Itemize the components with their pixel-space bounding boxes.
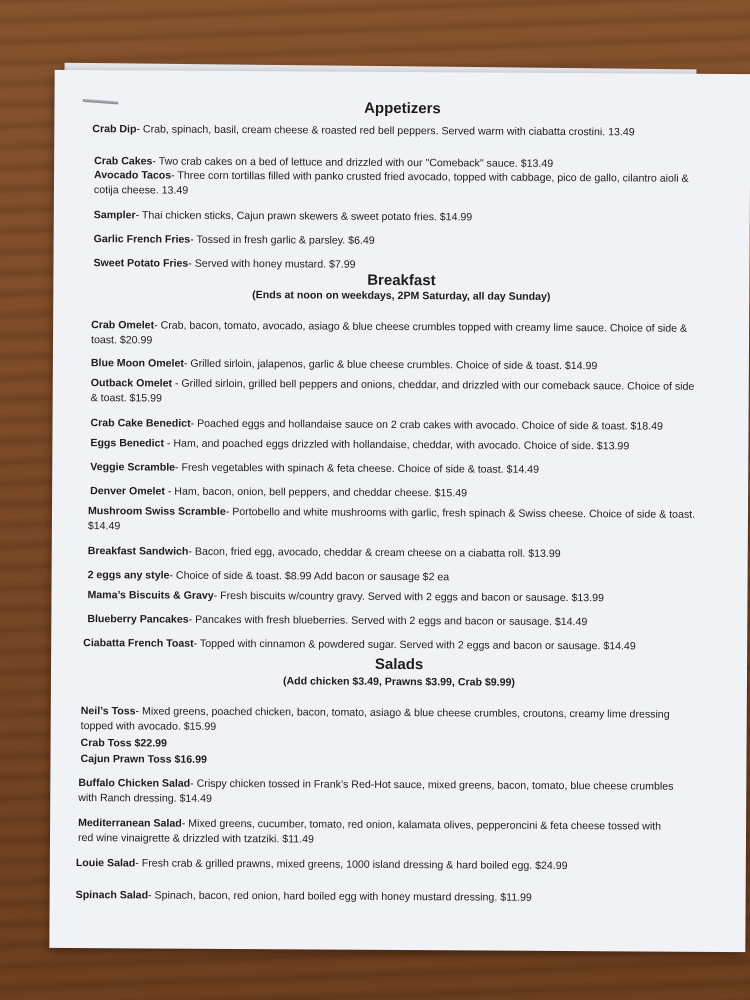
item-description: - Crab, bacon, tomato, avocado, asiago & blue cheese crumbles topped with creamy lime sauce. Choice of side & — [154, 319, 688, 335]
item-description: - Spinach, bacon, red onion, hard boiled egg with honey mustard dressing. $11.99 — [148, 889, 532, 904]
item-name: Neil’s Toss — [80, 705, 136, 718]
menu-item-breakfast — [91, 318, 687, 337]
item-description-cont: toast. $20.99 — [91, 334, 153, 347]
item-description: - Mixed greens, poached chicken, bacon, tomato, asiago & blue cheese crumbles, croutons, creamy lime dressing — [135, 705, 670, 721]
item-name: Veggie Scramble — [90, 461, 176, 474]
menu-item-salads — [81, 736, 167, 752]
item-name: Ciabatta French Toast — [83, 637, 194, 650]
item-description: - Crispy chicken tossed in Frank’s Red-Hot sauce, mixed greens, bacon, tomato, blue cheese crumbles — [190, 777, 674, 793]
item-description: - Topped with cinnamon & powdered sugar. Served with 2 eggs and bacon or sausage. $14.49 — [193, 637, 636, 653]
item-name: Mama’s Biscuits & Gravy — [87, 589, 214, 602]
item-name: 2 eggs any style — [87, 569, 170, 582]
item-description: - Three corn tortillas filled with panko crusted fried avocado, topped with cabbage, pico de gallo, cilantro aioli & — [171, 169, 689, 185]
item-description: - Pancakes with fresh blueberries. Served with 2 eggs and bacon or sausage. $14.49 — [188, 613, 588, 629]
item-name: Mushroom Swiss Scramble — [87, 505, 226, 518]
item-description: - Fresh biscuits w/country gravy. Served with 2 eggs and bacon or sausage. $13.99 — [213, 589, 604, 605]
section-title-salads: Salads — [374, 655, 424, 674]
item-description: - Portobello and white mushrooms with garlic, fresh spinach & Swiss cheese. Choice of side & toast. — [225, 505, 696, 521]
item-description-cont: cotija cheese. 13.49 — [93, 184, 189, 197]
item-name: Buffalo Chicken Salad — [78, 777, 191, 790]
menu-item-appetizers — [94, 232, 375, 249]
item-description-cont: with Ranch dressing. $14.49 — [78, 792, 212, 805]
item-description-cont: red wine vinaigrette & drizzled with tzatziki. $11.49 — [77, 832, 314, 846]
menu-item-breakfast — [90, 460, 539, 478]
menu-item-breakfast — [91, 376, 695, 395]
item-name: Crab Omelet — [91, 319, 155, 332]
item-description-cont: $14.49 — [87, 520, 121, 533]
item-description: - Fresh crab & grilled prawns, mixed greens, 1000 island dressing & hard boiled egg. $24.99 — [135, 857, 568, 873]
item-name: Denver Omelet — [90, 485, 165, 498]
menu-item-salads — [80, 752, 206, 768]
salads-addons: (Add chicken $3.49, Prawns $3.99, Crab $9.99) — [282, 675, 515, 689]
item-name: Crab Dip — [92, 123, 137, 136]
item-name: Blueberry Pancakes — [87, 613, 189, 626]
item-name: Mediterranean Salad — [78, 817, 182, 830]
menu-item-breakfast — [90, 436, 629, 454]
item-description: - Crab, spinach, basil, cream cheese & roasted red bell peppers. Served warm with ciabatta crostini. 13.49 — [136, 123, 635, 139]
item-description: - Poached eggs and hollandaise sauce on 2 crab cakes with avocado. Choice of side & toast. $18.49 — [190, 417, 663, 433]
item-description: - Grilled sirloin, grilled bell peppers and onions, cheddar, and drizzled with our comeback sauce. Choice of side — [171, 377, 695, 393]
menu-item-breakfast — [83, 636, 636, 654]
menu-item-breakfast — [90, 416, 663, 434]
item-name: Blue Moon Omelet — [90, 357, 184, 370]
item-description: - Bacon, fried egg, avocado, cheddar & cream cheese on a ciabatta roll. $13.99 — [188, 545, 561, 560]
menu-item-appetizers — [94, 208, 473, 225]
item-name: Sampler — [93, 209, 136, 222]
item-description: - Choice of side & toast. $8.99 Add bacon or sausage $2 ea — [169, 569, 450, 584]
menu-sheet — [49, 70, 750, 952]
item-name: Outback Omelet — [90, 377, 173, 390]
menu-item-breakfast — [87, 588, 604, 606]
item-name: Eggs Benedict — [90, 437, 165, 450]
item-name: Breakfast Sandwich — [87, 545, 189, 558]
item-description: - Thai chicken sticks, Cajun prawn skewers & sweet potato fries. $14.99 — [135, 209, 473, 224]
item-name: Spinach Salad — [75, 889, 149, 902]
item-description: - Tossed in fresh garlic & parsley. $6.49 — [190, 233, 375, 247]
item-name: Garlic French Fries — [93, 233, 191, 246]
menu-item-breakfast — [91, 356, 597, 374]
menu-item-breakfast — [88, 544, 561, 562]
section-title-appetizers: Appetizers — [364, 99, 441, 118]
menu-item-breakfast — [90, 484, 467, 501]
section-title-breakfast: Breakfast — [367, 271, 436, 290]
menu-item-breakfast — [88, 504, 695, 523]
item-description: - Served with honey mustard. $7.99 — [188, 257, 356, 271]
item-description-cont: topped with avocado. $15.99 — [80, 720, 217, 733]
item-description: - Fresh vegetables with spinach & feta cheese. Choice of side & toast. $14.49 — [175, 461, 540, 476]
item-name: Crab Cakes — [94, 155, 153, 168]
item-name: Crab Toss $22.99 — [80, 737, 167, 750]
item-description: - Ham, and poached eggs drizzled with hollandaise, cheddar, with avocado. Choice of side. $13.99 — [163, 437, 630, 453]
menu-item-salads — [76, 856, 568, 874]
menu-item-salads — [76, 888, 532, 906]
item-description: - Mixed greens, cucumber, tomato, red onion, kalamata olives, pepperoncini & feta cheese tossed with — [181, 817, 662, 833]
item-name: Avocado Tacos — [94, 169, 172, 182]
menu-item-breakfast — [88, 568, 450, 585]
item-description: - Ham, bacon, onion, bell peppers, and cheddar cheese. $15.49 — [164, 485, 468, 500]
item-name: Cajun Prawn Toss $16.99 — [80, 753, 207, 766]
item-name: Sweet Potato Fries — [93, 257, 189, 270]
menu-item-breakfast — [87, 612, 587, 630]
item-description: - Grilled sirloin, jalapenos, garlic & blue cheese crumbles. Choice of side & toast. $14.99 — [183, 357, 598, 373]
item-description: - Two crab cakes on a bed of lettuce and drizzled with our "Comeback" sauce. $13.49 — [152, 155, 554, 170]
item-name: Louie Salad — [75, 857, 136, 870]
item-description-cont: & toast. $15.99 — [90, 392, 162, 405]
breakfast-hours: (Ends at noon on weekdays, 2PM Saturday, all day Sunday) — [252, 289, 551, 303]
item-name: Crab Cake Benedict — [90, 417, 191, 430]
menu-item-appetizers — [92, 122, 634, 140]
